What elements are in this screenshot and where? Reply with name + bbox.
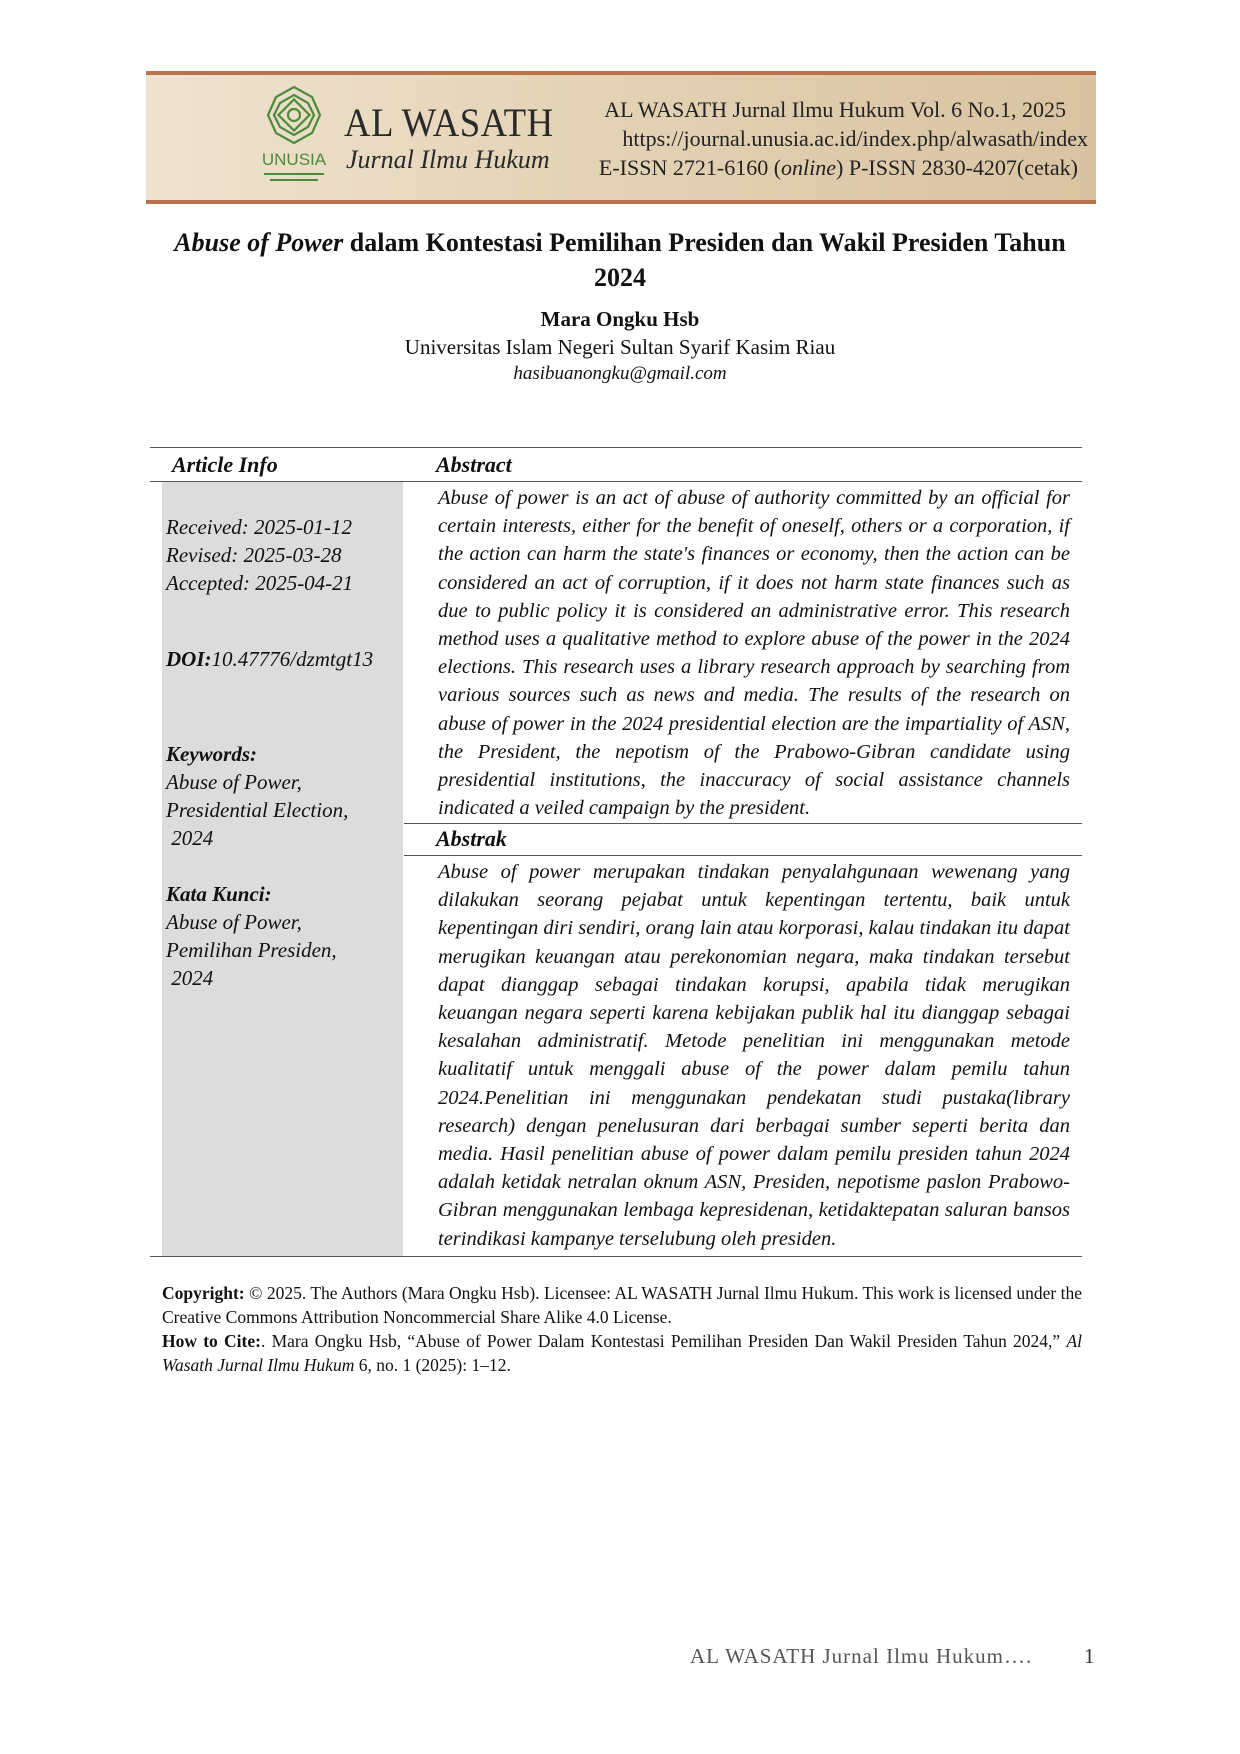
accepted-date: Accepted: 2025-04-21 [166, 571, 354, 595]
doi[interactable]: DOI:10.47776/dzmtgt13 [166, 647, 374, 671]
kata-kunci-item: 2024 [166, 966, 214, 990]
journal-info [598, 95, 1088, 182]
abstract-text: Abuse of power is an act of abuse of authority committed by an official for certain interests, either for the benefit of oneself, others or a corporation, if the action can harm the state's finances or economy, then the action can be considered an act of corruption, if it does not harm state finances such as due to public policy it is considered an administrative error. This research method uses a qualitative method to explore abuse of the power in the 2024 elections. This research uses a library research approach by searching from various sources such as news and media. The results of the research on abuse of power in the 2024 presidential election are the impartiality of ASN, the President, the nepotism of the Prabowo-Gibran candidate using presidential institutions, the inaccuracy of social assistance channels indicated a veiled campaign by the president. [438, 487, 1070, 820]
kata-kunci-item: Pemilihan Presiden, [166, 938, 337, 962]
logo-text: UNUSIA [261, 150, 327, 169]
issn-line: E-ISSN 2721-6160 (online) P-ISSN 2830-4207(cetak) [598, 155, 1078, 180]
journal-volume-line: AL WASATH Jurnal Ilmu Hukum Vol. 6 No.1, 2025 [604, 97, 1066, 122]
revised-date: Revised: 2025-03-28 [166, 543, 342, 567]
abstrak-top-rule [404, 823, 1082, 824]
copyright-note: Copyright: © 2025. The Authors (Mara Ongku Hsb). Licensee: AL WASATH Jurnal Ilmu Hukum. This work is licensed under the Creative Commons Attribution Noncommercial Share Alike 4.0 License. [162, 1283, 1082, 1327]
abstrak-heading: Abstrak [436, 826, 507, 851]
author-affiliation: Universitas Islam Negeri Sultan Syarif Kasim Riau [404, 335, 836, 359]
article-title: Abuse of Power dalam Kontestasi Pemilihan Presiden dan Wakil Presiden Tahun 2024 [174, 228, 1066, 292]
keyword-item: Abuse of Power, [166, 770, 302, 794]
keyword-item: 2024 [166, 826, 214, 850]
article-notes [162, 1281, 1082, 1377]
brand-title: AL WASATH [344, 100, 554, 145]
kata-kunci-item: Abuse of Power, [166, 910, 302, 934]
unusia-logo [256, 83, 332, 191]
article-info-heading: Article Info [172, 452, 278, 477]
journal-header-banner [146, 71, 1096, 204]
article-info-column [162, 482, 403, 1256]
received-date: Received: 2025-01-12 [166, 515, 352, 539]
table-top-rule [150, 447, 1082, 448]
table-bottom-rule [150, 1256, 1082, 1257]
page-number: 1 [1084, 1644, 1095, 1668]
kata-kunci-label: Kata Kunci: [166, 882, 272, 906]
running-footer: AL WASATH Jurnal Ilmu Hukum…. [690, 1644, 1033, 1668]
author-name: Mara Ongku Hsb [540, 307, 700, 331]
author-email[interactable]: hasibuanongku@gmail.com [513, 363, 727, 384]
abstrak-header-rule [404, 855, 1082, 856]
citation-note: How to Cite:. Mara Ongku Hsb, “Abuse of Power Dalam Kontestasi Pemilihan Presiden Dan Wakil Presiden Tahun 2024,” Al Wasath Jurnal Ilmu Hukum 6, no. 1 (2025): 1–12. [162, 1331, 1082, 1375]
abstract-heading: Abstract [436, 452, 512, 477]
abstrak-text: Abuse of power merupakan tindakan penyalahgunaan wewenang yang dilakukan seorang pejabat untuk kepentingan tertentu, baik untuk kepentingan diri sendiri, orang lain atau korporasi, kalau tindakan itu dapat merugikan keuangan atau perekonomian negara, maka tindakan tersebut dapat dianggap sebagai tindakan korupsi, apabila tidak merugikan keuangan negara seperti karena kebijakan publik hal itu dianggap sebagai kesalahan administratif. Metode penelitian ini menggunakan metode kualitatif untuk menggali abuse of the power dalam pemilu tahun 2024.Penelitian ini menggunakan pendekatan studi pustaka(library research) dengan penelusuran dari berbagai sumber seperti berita dan media. Hasil penelitian abuse of power dalam pemilu presiden tahun 2024 adalah ketidak netralan oknum ASN, Presiden, nepotisme paslon Prabowo-Gibran menggunakan lembaga kepresidenan, ketidaktepatan saluran bansos terindikasi kampanye terselubung oleh presiden. [438, 861, 1070, 1250]
keywords-label: Keywords: [166, 742, 257, 766]
brand-subtitle: Jurnal Ilmu Hukum [346, 145, 550, 174]
journal-url[interactable]: https://journal.unusia.ac.id/index.php/alwasath/index [622, 126, 1088, 151]
keyword-item: Presidential Election, [166, 798, 349, 822]
